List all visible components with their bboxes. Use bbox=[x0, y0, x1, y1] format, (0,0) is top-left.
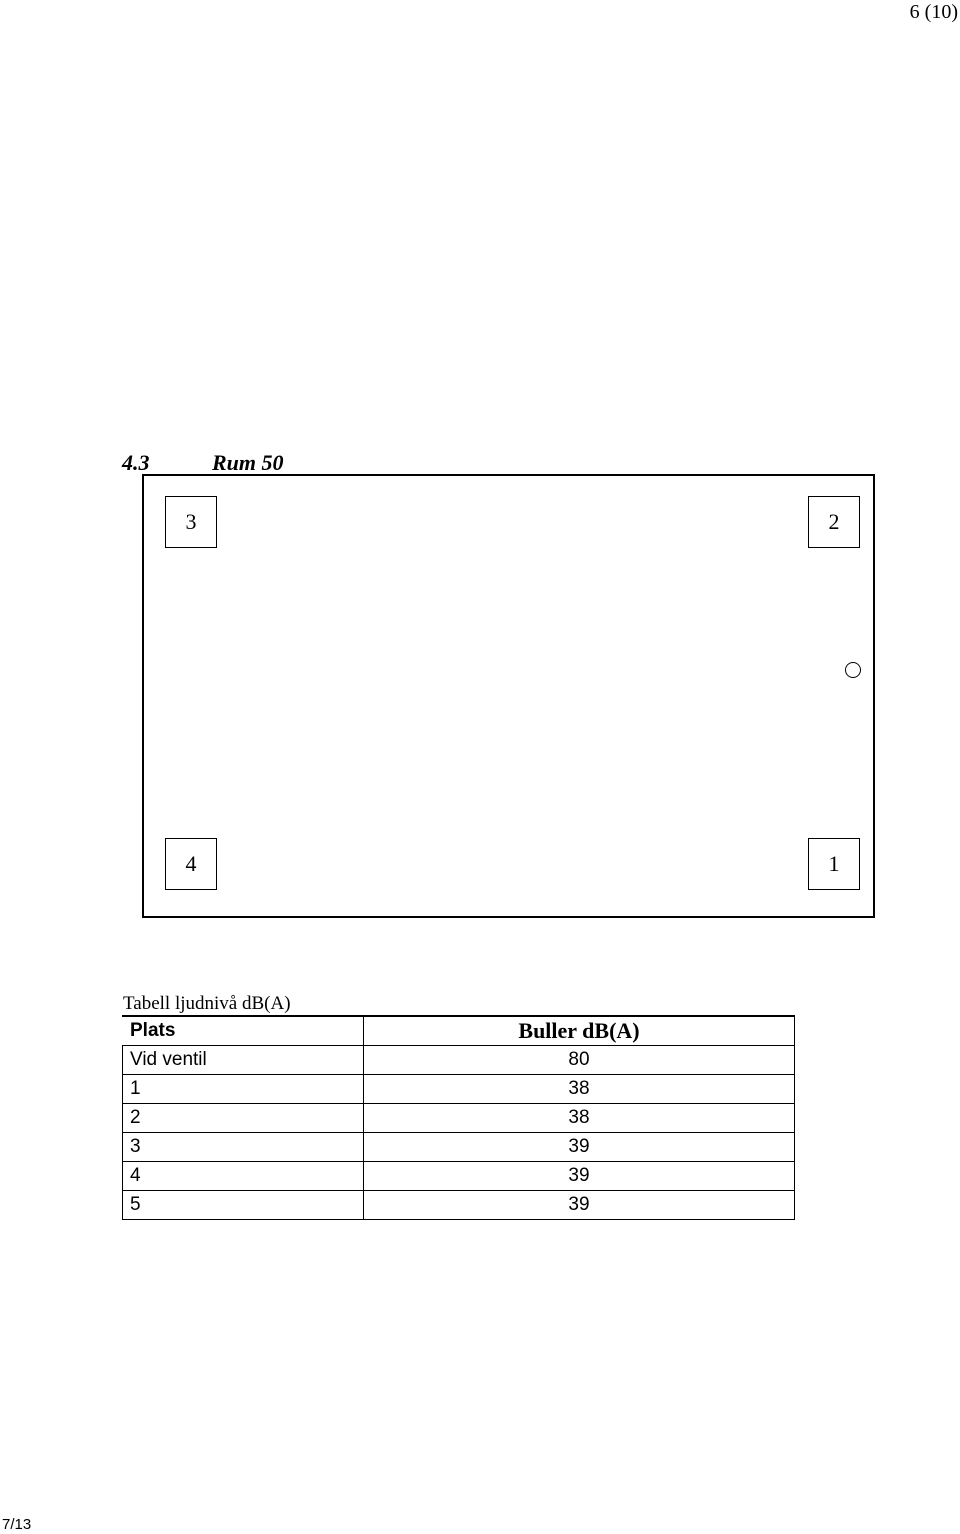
section-heading bbox=[122, 450, 284, 476]
noise-level-table bbox=[122, 1015, 795, 1220]
cell-value: 80 bbox=[364, 1046, 795, 1075]
cell-value: 38 bbox=[364, 1075, 795, 1104]
table-row bbox=[123, 1191, 795, 1220]
measurement-point-4: 4 bbox=[165, 838, 217, 890]
cell-place: 2 bbox=[123, 1104, 364, 1133]
cell-place: 1 bbox=[123, 1075, 364, 1104]
room-floor-plan bbox=[142, 474, 875, 918]
cell-place: 4 bbox=[123, 1162, 364, 1191]
table-caption: Tabell ljudnivå dB(A) bbox=[123, 993, 291, 1014]
cell-value: 38 bbox=[364, 1104, 795, 1133]
header-place: Plats bbox=[123, 1016, 364, 1046]
table-header-row bbox=[123, 1016, 795, 1046]
cell-place: Vid ventil bbox=[123, 1046, 364, 1075]
section-title: Rum 50 bbox=[212, 450, 284, 475]
table-row bbox=[123, 1133, 795, 1162]
table-row bbox=[123, 1104, 795, 1133]
cell-value: 39 bbox=[364, 1133, 795, 1162]
table-row bbox=[123, 1075, 795, 1104]
table-row bbox=[123, 1162, 795, 1191]
measurement-point-1: 1 bbox=[808, 838, 860, 890]
table-row bbox=[123, 1046, 795, 1075]
page-number: 6 (10) bbox=[909, 1, 958, 23]
cell-value: 39 bbox=[364, 1162, 795, 1191]
section-number: 4.3 bbox=[122, 450, 150, 475]
footer-page-count: 7/13 bbox=[2, 1516, 32, 1533]
cell-place: 5 bbox=[123, 1191, 364, 1220]
measurement-point-2: 2 bbox=[808, 496, 860, 548]
measurement-point-3: 3 bbox=[165, 496, 217, 548]
cell-value: 39 bbox=[364, 1191, 795, 1220]
cell-place: 3 bbox=[123, 1133, 364, 1162]
header-noise: Buller dB(A) bbox=[364, 1016, 795, 1046]
valve-circle-icon bbox=[845, 662, 861, 678]
